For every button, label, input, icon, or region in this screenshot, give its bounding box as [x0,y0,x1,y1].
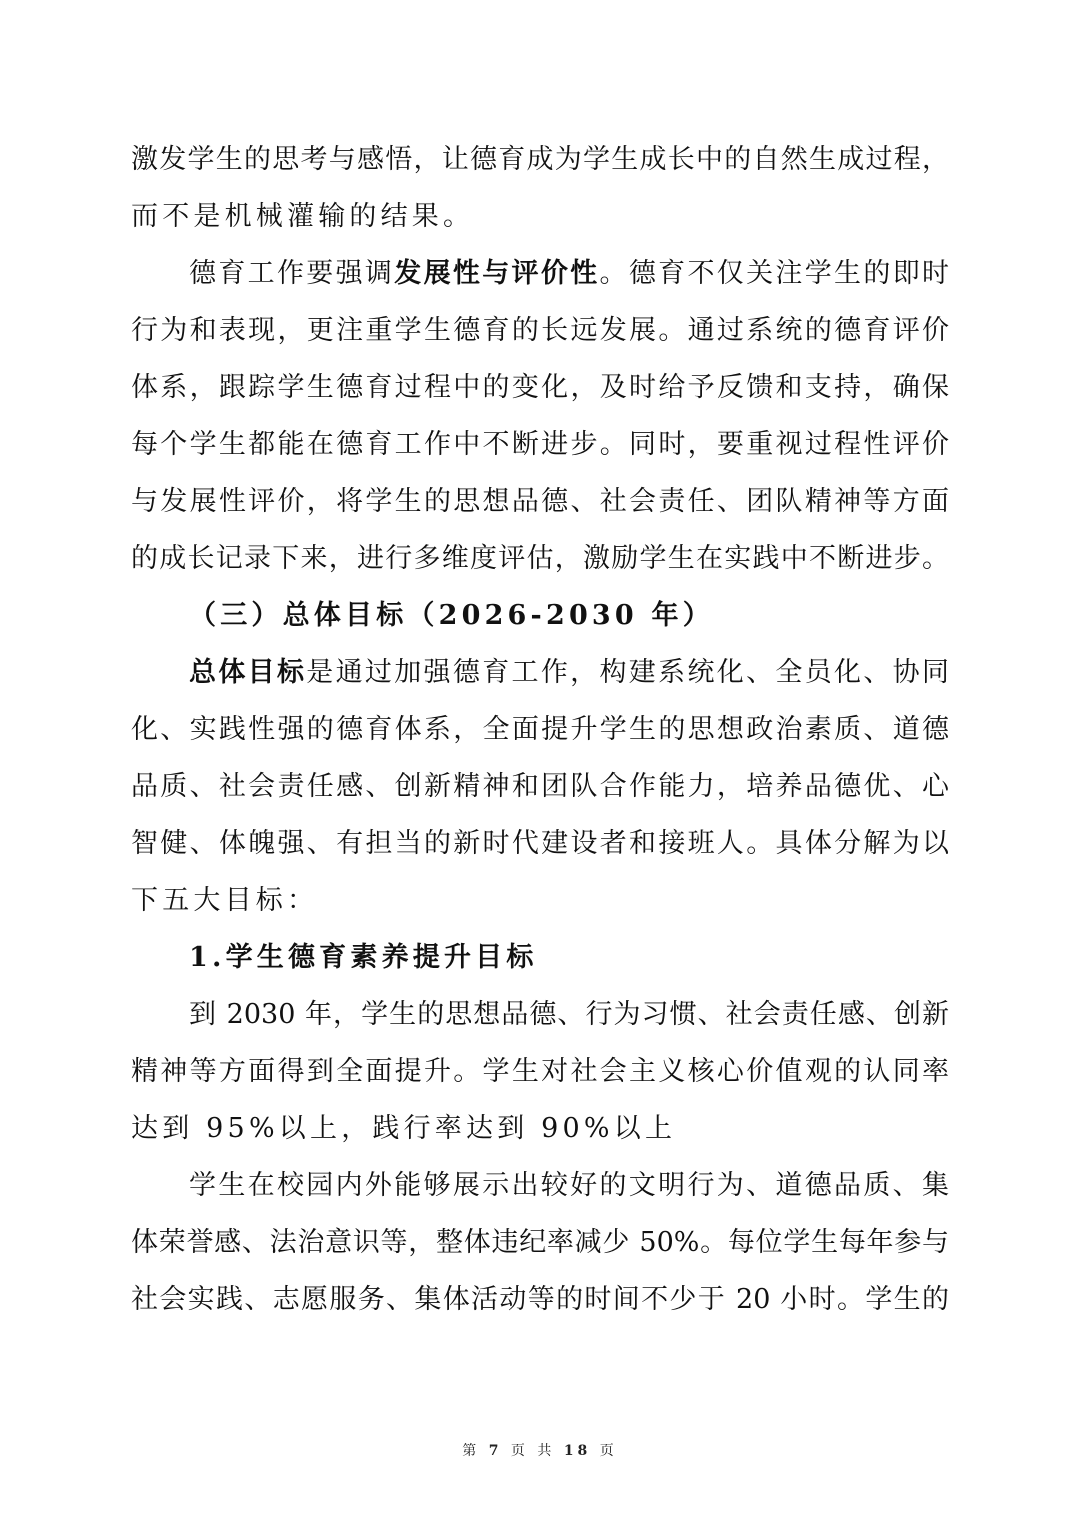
current-page-number: 7 [488,1443,503,1459]
text-line: 体荣誉感、法治意识等，整体违纪率减少 50%。每位学生每年参与 [131,1227,949,1258]
text-line: 下五大目标： [131,885,319,916]
subsection-heading: 1.学生德育素养提升目标 [189,942,538,973]
section-heading: （三）总体目标（2026-2030 年） [189,600,714,631]
footer-suffix: 页 [599,1443,618,1459]
text-line: 学生在校园内外能够展示出较好的文明行为、道德品质、集 [189,1170,949,1201]
paragraph-development-first-line [189,254,949,294]
text-line: 化、实践性强的德育体系，全面提升学生的思想政治素质、道德 [131,714,949,745]
text-line: 精神等方面得到全面提升。学生对社会主义核心价值观的认同率 [131,1056,949,1087]
text-line: 每个学生都能在德育工作中不断进步。同时，要重视过程性评价 [131,429,949,460]
total-pages-number: 18 [563,1443,592,1459]
text-line: 社会实践、志愿服务、集体活动等的时间不少于 20 小时。学生的 [131,1284,949,1315]
text-line: 智健、体魄强、有担当的新时代建设者和接班人。具体分解为以 [131,828,949,859]
text-line: 激发学生的思考与感悟，让德育成为学生成长中的自然生成过程， [131,144,949,175]
text-run: 是通过加强德育工作，构建系统化、全员化、协同 [306,657,950,688]
text-line: 而不是机械灌输的结果。 [131,201,475,232]
text-run: 。德育不仅关注学生的即时 [599,258,950,289]
text-run: 德育工作要强调 [189,258,395,289]
page-footer [0,1440,1080,1460]
bold-term: 总体目标 [189,657,307,688]
paragraph-goal-first-line [189,653,949,693]
text-line: 到 2030 年，学生的思想品德、行为习惯、社会责任感、创新 [189,999,949,1030]
text-line: 行为和表现，更注重学生德育的长远发展。通过系统的德育评价 [131,315,949,346]
text-line: 品质、社会责任感、创新精神和团队合作能力，培养品德优、心 [131,771,949,802]
text-line: 与发展性评价，将学生的思想品德、社会责任、团队精神等方面 [131,486,949,517]
text-line: 的成长记录下来，进行多维度评估，激励学生在实践中不断进步。 [131,543,949,574]
text-line: 达到 95%以上，践行率达到 90%以上 [131,1113,677,1144]
footer-prefix: 第 [462,1443,481,1459]
footer-middle: 页 共 [510,1443,556,1459]
text-line: 体系，跟踪学生德育过程中的变化，及时给予反馈和支持，确保 [131,372,949,403]
bold-term: 发展性与评价性 [394,258,600,289]
